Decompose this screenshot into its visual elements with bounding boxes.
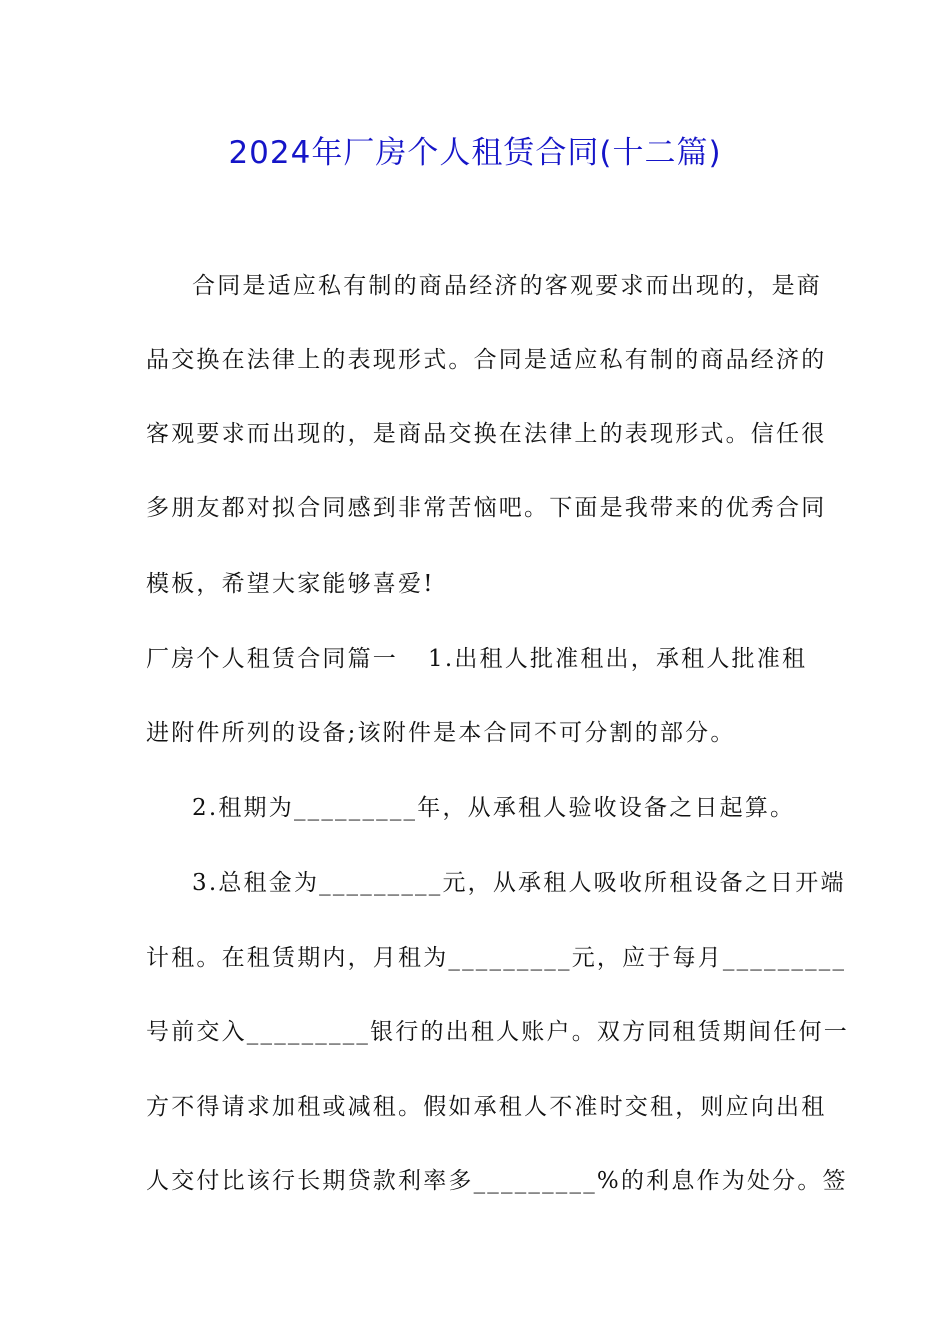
- paragraph-line: 合同是适应私有制的商品经济的客观要求而出现的，是商: [192, 273, 822, 299]
- clause-line: 2.租期为_________年，从承租人验收设备之日起算。: [192, 795, 796, 821]
- paragraph-line: 模板，希望大家能够喜爱!: [146, 571, 435, 597]
- paragraph-line: 人交付比该行长期贷款利率多_________%的利息作为处分。签: [146, 1168, 848, 1194]
- paragraph-line: 号前交入_________银行的出租人账户。双方同租赁期间任何一: [146, 1019, 849, 1045]
- section-heading: 厂房个人租赁合同篇一: [146, 646, 398, 672]
- clause-line: 3.总租金为_________元，从承租人吸收所租设备之日开端: [192, 870, 846, 896]
- clause-text: 1.出租人批准租出，承租人批准租: [428, 646, 808, 672]
- paragraph-line: 客观要求而出现的，是商品交换在法律上的表现形式。信任很: [146, 421, 827, 447]
- paragraph-line: 进附件所列的设备;该附件是本合同不可分割的部分。: [146, 720, 736, 746]
- paragraph-line: 品交换在法律上的表现形式。合同是适应私有制的商品经济的: [146, 347, 827, 373]
- section-heading-line: [146, 643, 808, 675]
- document-title: 2024年厂房个人租赁合同(十二篇): [228, 135, 722, 171]
- paragraph-line: 多朋友都对拟合同感到非常苦恼吧。下面是我带来的优秀合同: [146, 495, 827, 521]
- paragraph-line: 计租。在租赁期内，月租为_________元，应于每月_________: [146, 945, 847, 971]
- paragraph-line: 方不得请求加租或减租。假如承租人不准时交租，则应向出租: [146, 1094, 827, 1120]
